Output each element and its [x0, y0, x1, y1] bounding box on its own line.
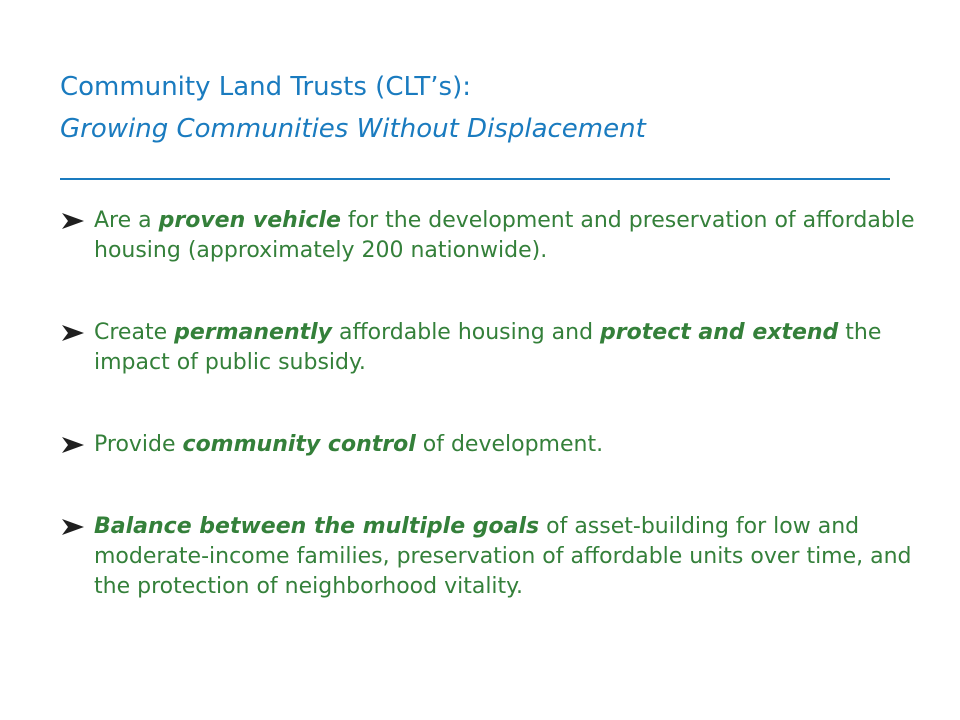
- arrowhead-bullet-icon: [62, 435, 84, 455]
- title-line-2: Growing Communities Without Displacement: [60, 114, 646, 144]
- bullet-4-emphasis-1: Balance between the multiple goals: [94, 514, 540, 539]
- bullet-1-emphasis-1: proven vehicle: [158, 208, 341, 233]
- bullet-2-emphasis-1: permanently: [174, 320, 333, 345]
- bullet-item: [62, 206, 932, 266]
- arrowhead-bullet-icon: [62, 323, 84, 343]
- bullet-2-emphasis-2: protect and extend: [600, 320, 839, 345]
- bullet-2-part-1: Create: [94, 320, 175, 345]
- bullet-2-part-3: affordable housing and: [332, 320, 601, 345]
- bullet-item: [62, 318, 932, 378]
- bullet-item: [62, 512, 932, 602]
- bullet-1-part-1: Are a: [94, 208, 159, 233]
- bullet-1-part-3: for the development and preservation of affordable housing (approximately 200 nationwide).: [94, 208, 915, 263]
- title-line-1: Community Land Trusts (CLT’s):: [60, 72, 471, 102]
- title-underline-divider: [60, 178, 890, 180]
- title-block: [60, 66, 920, 150]
- bullet-4-part-2: of asset-building for low and moderate-income families, preservation of affordable units over time, and the protection of neighborhood vitality.: [94, 514, 912, 599]
- bullet-2-part-5: the impact of public subsidy.: [94, 320, 882, 375]
- arrowhead-bullet-icon: [62, 517, 84, 537]
- bullet-item: [62, 430, 932, 460]
- bullet-3-part-1: Provide: [94, 432, 183, 457]
- arrowhead-bullet-icon: [62, 211, 84, 231]
- bullet-3-part-3: of development.: [415, 432, 604, 457]
- bullet-3-emphasis-1: community control: [182, 432, 416, 457]
- bullet-list: [62, 206, 932, 602]
